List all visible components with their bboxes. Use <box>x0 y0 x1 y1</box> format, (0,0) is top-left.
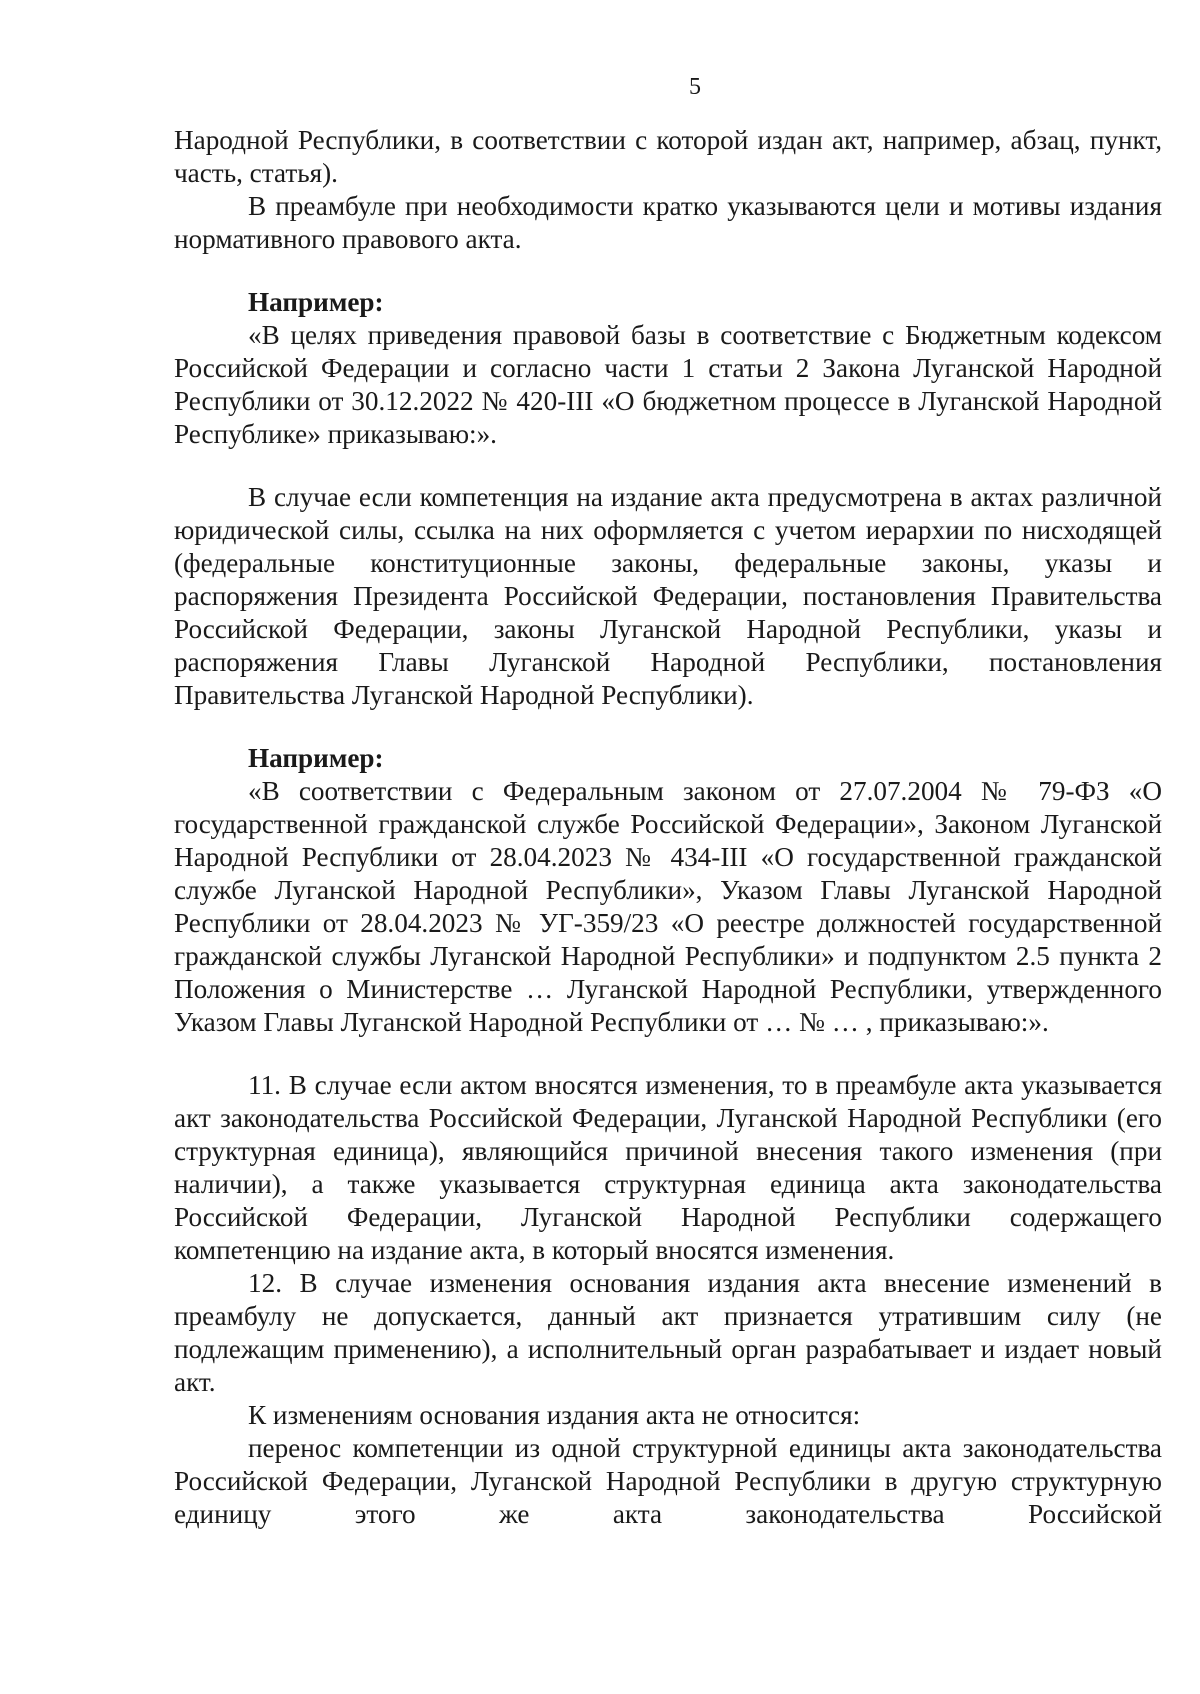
paragraph-item-12: 12. В случае изменения основания издания акта внесение изменений в преамбулу не допускается, данный акт признается утратившим силу (не подлежащим применению), а исполнительный орган разрабатывает и издает новый акт. <box>174 1268 1162 1397</box>
page-number: 5 <box>689 74 701 100</box>
paragraph-item-11: 11. В случае если актом вносятся изменения, то в преамбуле акта указывается акт законодательства Российской Федерации, Луганской Народной Республики (его структурная единица), являющийся причиной внесения такого изменения (при наличии), а также указывается структурная единица акта законодательства Российской Федерации, Луганской Народной Республики содержащего компетенцию на издание акта, в который вносятся изменения. <box>174 1070 1162 1265</box>
example-quote-civil-service: «В соответствии с Федеральным законом от 27.07.2004 № 79-ФЗ «О государственной гражданской службе Российской Федерации», Законом Луганской Народной Республики от 28.04.2023 № 434-III «О государственной гражданской службе Луганской Народной Республики», Указом Главы Луганской Народной Республики от 28.04.2023 № УГ-359/23 «О реестре должностей государственной гражданской службы Луганской Народной Республики» и подпунктом 2.5 пункта 2 Положения о Министерстве … Луганской Народной Республики, утвержденного Указом Главы Луганской Народной Республики от … № … , приказываю:». <box>174 776 1162 1037</box>
paragraph-hierarchy: В случае если компетенция на издание акта предусмотрена в актах различной юридической силы, ссылка на них оформляется с учетом иерархии по нисходящей (федеральные конституционные законы, федеральные законы, указы и распоряжения Президента Российской Федерации, постановления Правительства Российской Федерации, законы Луганской Народной Республики, указы и распоряжения Главы Луганской Народной Республики, постановления Правительства Луганской Народной Республики). <box>174 482 1162 710</box>
example-heading: Например: <box>248 743 384 773</box>
document-body <box>174 124 1162 1531</box>
paragraph-preamble-purpose: В преамбуле при необходимости кратко указываются цели и мотивы издания нормативного правового акта. <box>174 191 1162 254</box>
example-quote-budget: «В целях приведения правовой базы в соответствие с Бюджетным кодексом Российской Федерации и согласно части 1 статьи 2 Закона Луганской Народной Республики от 30.12.2022 № 420-III «О бюджетном процессе в Луганской Народной Республике» приказываю:». <box>174 320 1162 449</box>
example-heading: Например: <box>248 287 384 317</box>
paragraph-exceptions-intro: К изменениям основания издания акта не относится: <box>248 1400 861 1430</box>
paragraph-exception-transfer: перенос компетенции из одной структурной единицы акта законодательства Российской Федерации, Луганской Народной Республики в другую структурную единицу этого же акта законодательства Российской <box>174 1433 1162 1529</box>
paragraph-continuation: Народной Республики, в соответствии с которой издан акт, например, абзац, пункт, часть, статья). <box>174 125 1162 188</box>
